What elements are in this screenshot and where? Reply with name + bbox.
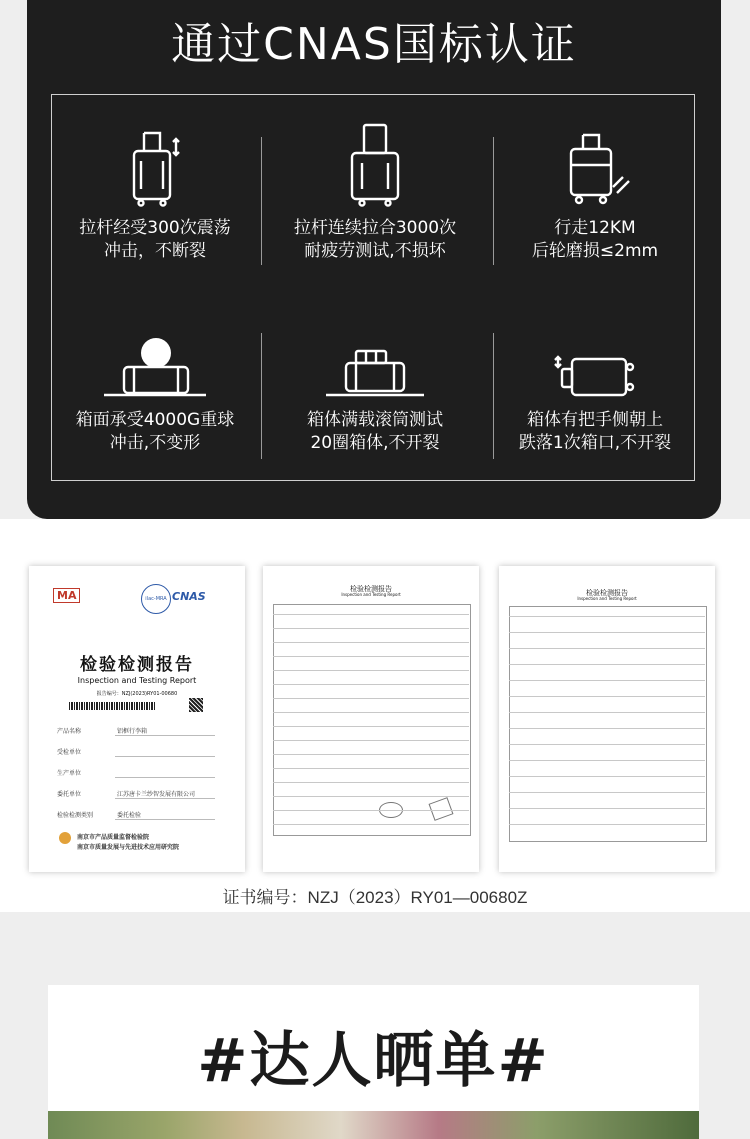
table-row-line — [273, 782, 469, 783]
suitcase-handle-icon — [340, 121, 410, 207]
cover-field-value: 铝框行李箱 — [117, 728, 148, 735]
panel-title: 通过CNAS国标认证 — [171, 19, 577, 70]
report-cover — [29, 566, 245, 872]
table-row-line — [273, 824, 469, 825]
suitcase-wheel-wear-icon — [557, 131, 633, 207]
ilac-logo: ilac-MRA — [141, 584, 171, 614]
page-title: 检验检测报告 — [586, 589, 628, 597]
table-row-line — [509, 648, 705, 649]
showcase-card — [48, 985, 699, 1139]
cover-report-no: 报告编号：NZJ(2023)RY01-00680 — [96, 691, 178, 697]
feature-text: 箱体满载滚筒测试 20圈箱体,不开裂 — [307, 410, 443, 453]
table-row-line — [273, 614, 469, 615]
table-row-line — [509, 712, 705, 713]
feature-text: 箱面承受4000G重球 冲击,不变形 — [75, 410, 235, 453]
table-row-line — [509, 776, 705, 777]
suitcase-vibration-icon — [120, 127, 190, 207]
suitcase-drop-test-icon — [550, 353, 640, 399]
ma-logo: MA — [53, 588, 80, 603]
table-row-line — [273, 796, 469, 797]
cover-field-label: 产品名称 — [57, 728, 82, 735]
cover-field-value: 委托检验 — [117, 812, 142, 819]
table-row-line — [509, 696, 705, 697]
feature-text: 行走12KM 后轮磨损≤2mm — [531, 218, 659, 261]
table-row-line — [273, 712, 469, 713]
field-underline — [115, 819, 215, 820]
table-row-line — [509, 824, 705, 825]
institute-name: 南京市产品质量监督检验院 — [77, 834, 150, 841]
table-row-line — [273, 698, 469, 699]
showcase-photo — [48, 1111, 699, 1139]
table-row-line — [273, 810, 469, 811]
cnas-panel — [27, 0, 721, 519]
table-row-line — [273, 628, 469, 629]
cover-title: 检验检测报告 — [80, 655, 194, 675]
cover-field-value: 江苏唐卡兰纱智发展有限公司 — [117, 791, 196, 798]
feature-rod-fatigue — [268, 121, 482, 263]
table-row-line — [273, 740, 469, 741]
field-underline — [115, 798, 215, 799]
field-underline — [115, 756, 215, 757]
feature-ball-impact — [48, 335, 262, 455]
table-row-line — [273, 768, 469, 769]
table-row-line — [273, 684, 469, 685]
table-row-line — [509, 792, 705, 793]
report-page-3 — [499, 566, 715, 872]
table-row-line — [273, 754, 469, 755]
cover-field-label: 委托单位 — [57, 791, 82, 798]
cnas-logo: CNAS — [172, 590, 206, 603]
page-title: 检验检测报告 — [350, 585, 392, 593]
feature-text: 拉杆连续拉合3000次 耐疲劳测试,不损坏 — [293, 218, 457, 261]
field-underline — [115, 777, 215, 778]
report-page-2 — [263, 566, 479, 872]
reports-section — [0, 519, 750, 912]
table-row-line — [509, 664, 705, 665]
table-row-line — [273, 726, 469, 727]
field-underline — [115, 735, 215, 736]
table-row-line — [509, 728, 705, 729]
feature-wheel-wear — [488, 131, 702, 263]
table-row-line — [273, 670, 469, 671]
table-row-line — [273, 642, 469, 643]
qr-code — [189, 698, 203, 712]
cover-subtitle: Inspection and Testing Report — [77, 676, 197, 685]
showcase-title: #达人晒单# — [197, 1026, 550, 1096]
table-row-line — [509, 808, 705, 809]
page-subtitle: Inspection and Testing Report — [577, 596, 637, 601]
nqi-logo — [59, 832, 71, 844]
cover-field-label: 生产单位 — [57, 770, 82, 777]
suitcase-drum-test-icon — [320, 347, 430, 399]
feature-text: 箱体有把手侧朝上 跌落1次箱口,不开裂 — [518, 410, 672, 453]
cover-field-label: 检验检测类别 — [57, 812, 94, 819]
feature-drum-test — [268, 347, 482, 455]
table-row-line — [509, 616, 705, 617]
cover-field-label: 受检单位 — [57, 749, 82, 756]
certificate-number: 证书编号：NZJ（2023）RY01—00680Z — [222, 888, 528, 907]
suitcase-ball-impact-icon — [100, 335, 210, 399]
table-row-line — [509, 744, 705, 745]
table-row-line — [273, 656, 469, 657]
table-row-line — [509, 632, 705, 633]
features-grid — [51, 94, 695, 481]
institute-name-2: 南京市质量发展与先进技术应用研究院 — [77, 844, 180, 851]
barcode — [69, 702, 155, 710]
page-subtitle: Inspection and Testing Report — [341, 592, 401, 597]
table-row-line — [509, 760, 705, 761]
report-table — [509, 606, 707, 842]
feature-drop-test — [488, 353, 702, 455]
feature-rod-vibration — [48, 127, 262, 263]
feature-text: 拉杆经受300次震荡 冲击，不断裂 — [79, 218, 231, 261]
table-row-line — [509, 680, 705, 681]
